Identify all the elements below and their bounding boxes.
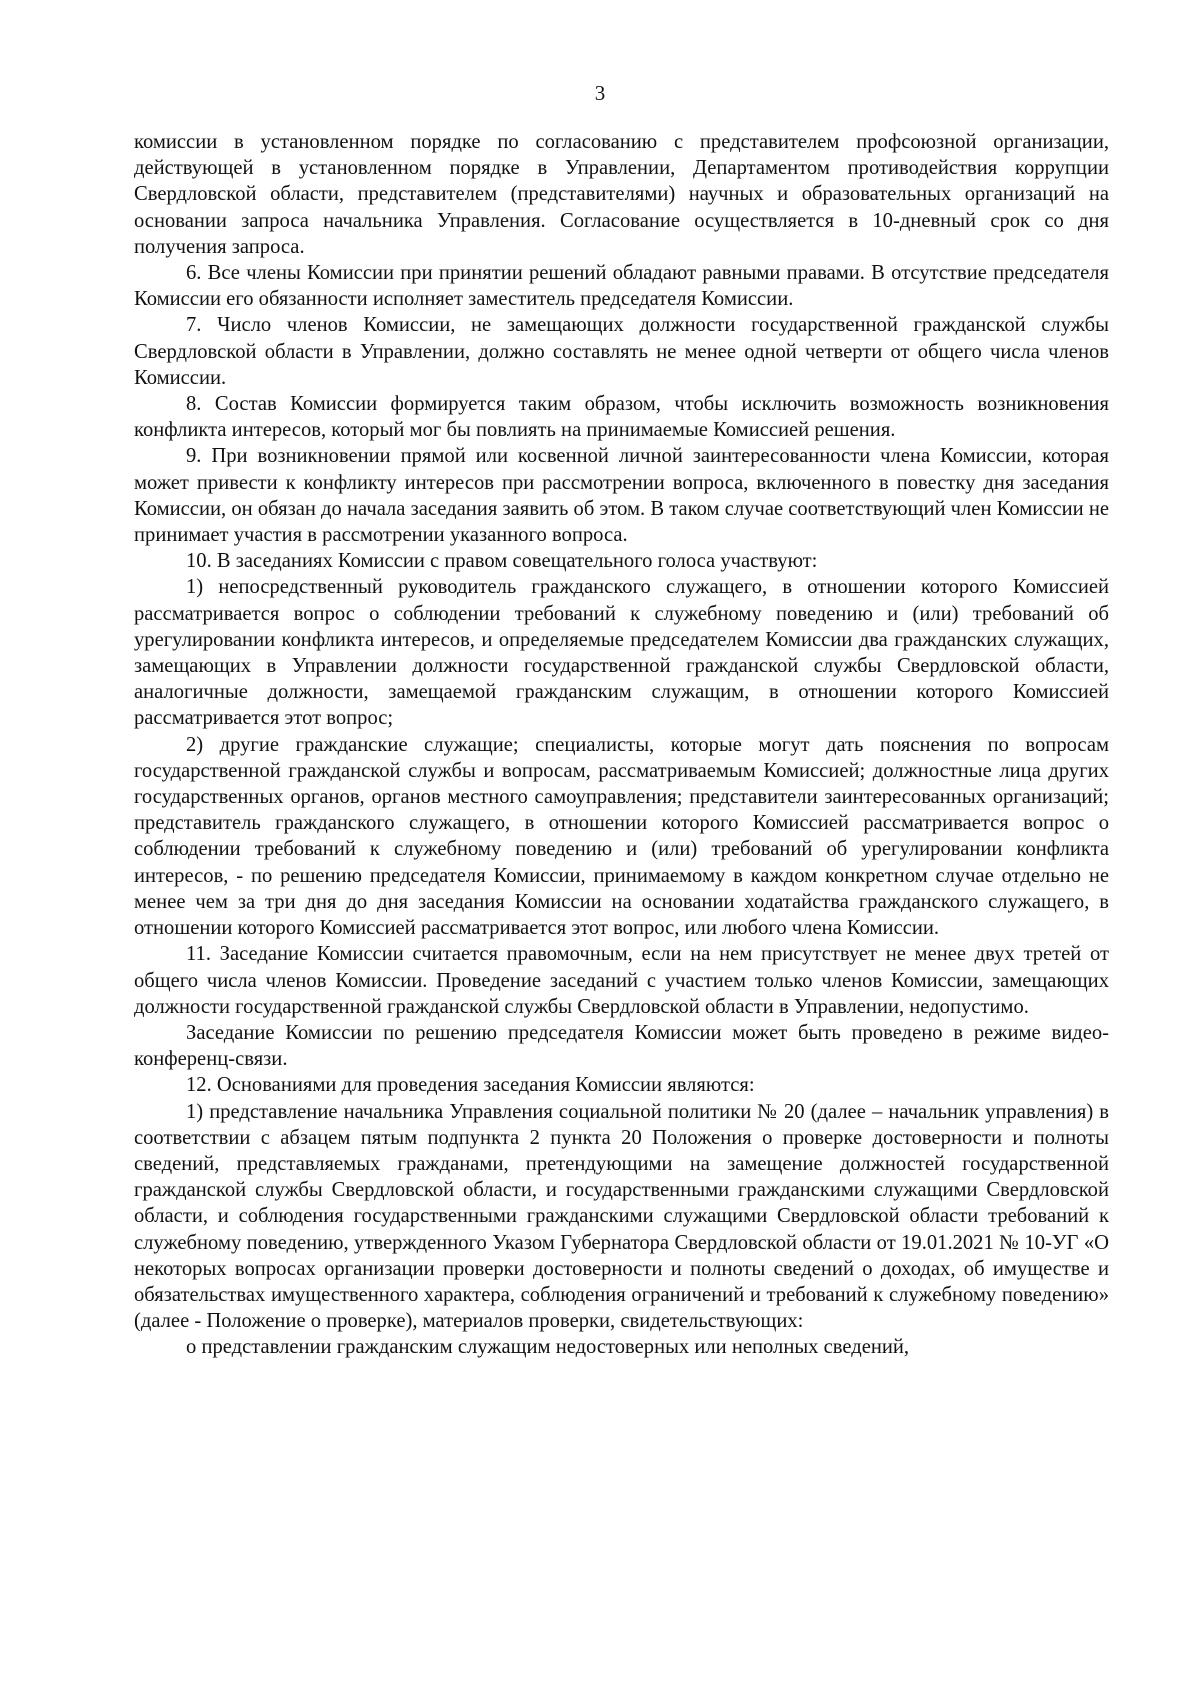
paragraph-item-7: 7. Число членов Комиссии, не замещающих должности государственной гражданской службы Свердловской области в Управлении, должно составлять не менее одной четверти от общего числа членов Комиссии. <box>134 314 1109 389</box>
paragraph-commission-composition-continued: комиссии в установленном порядке по согласованию с представителем профсоюзной организации, действующей в установленном порядке в Управлении, Департаментом противодействия коррупции Свердловской области, представителем (представителями) научных и образовательных организаций на основании запроса начальника Управления. Согласование осуществляется в 10-дневный срок со дня получения запроса. <box>134 131 1109 258</box>
paragraph-item-6: 6. Все члены Комиссии при принятии решений обладают равными правами. В отсутствие председателя Комиссии его обязанности исполняет заместитель председателя Комиссии. <box>134 262 1109 311</box>
paragraph-video-conference: Заседание Комиссии по решению председателя Комиссии может быть проведено в режиме видео-конференц-связи. <box>134 1021 1109 1071</box>
paragraph-item-11: 11. Заседание Комиссии считается правомочным, если на нем присутствует не менее двух третей от общего числа членов Комиссии. Проведение заседаний с участием только членов Комиссии, замещающих должности государственной гражданской службы Свердловской области в Управлении, недопустимо. <box>134 943 1109 1018</box>
paragraph-item-12: 12. Основаниями для проведения заседания Комиссии являются: <box>186 1074 755 1097</box>
paragraph-item-10-sub-1: 1) непосредственный руководитель гражданского служащего, в отношении которого Комиссией рассматривается вопрос о соблюдении требований к служебному поведению и (или) требований об урегулировании конфликта интересов, и определяемые председателем Комиссии два гражданских служащих, замещающих в Управлении должности государственной гражданской службы Свердловской области, аналогичные должности, замещаемой гражданским служащим, в отношении которого Комиссией рассматривается этот вопрос; <box>134 576 1109 730</box>
document-body <box>134 129 1109 1361</box>
paragraph-item-9: 9. При возникновении прямой или косвенной личной заинтересованности члена Комиссии, которая может привести к конфликту интересов при рассмотрении вопроса, включенного в повестку дня заседания Комиссии, он обязан до начала заседания заявить об этом. В таком случае соответствующий член Комиссии не принимает участия в рассмотрении указанного вопроса. <box>134 445 1109 547</box>
paragraph-item-12-sub-1: 1) представление начальника Управления социальной политики № 20 (далее – начальник управления) в соответствии с абзацем пятым подпункта 2 пункта 20 Положения о проверке достоверности и полноты сведений, представляемых гражданами, претендующими на замещение должностей государственной гражданской службы Свердловской области, и государственными гражданскими служащими Свердловской области, и соблюдения государственными гражданскими служащими Свердловской области требований к служебному поведению, утвержденного Указом Губернатора Свердловской области от 19.01.2021 № 10-УГ «О некоторых вопросах организации проверки достоверности и полноты сведений о доходах, об имуществе и обязательствах имущественного характера, соблюдения ограничений и требований к служебному поведению» (далее - Положение о проверке), материалов проверки, свидетельствующих: <box>134 1100 1109 1333</box>
paragraph-item-10-sub-2: 2) другие гражданские служащие; специалисты, которые могут дать пояснения по вопросам государственной гражданской службы и вопросам, рассматриваемым Комиссией; должностные лица других государственных органов, органов местного самоуправления; представители заинтересованных организаций; представитель гражданского служащего, в отношении которого Комиссией рассматривается вопрос о соблюдении требований к служебному поведению и (или) требований об урегулировании конфликта интересов, - по решению председателя Комиссии, принимаемому в каждом конкретном случае отдельно не менее чем за три дня до дня заседания Комиссии на основании ходатайства гражданского служащего, в отношении которого Комиссией рассматривается этот вопрос, или любого члена Комиссии. <box>134 733 1109 940</box>
paragraph-item-8: 8. Состав Комиссии формируется таким образом, чтобы исключить возможность возникновения конфликта интересов, который мог бы повлиять на принимаемые Комиссией решения. <box>134 393 1109 442</box>
page-number: 3 <box>594 81 606 105</box>
paragraph-item-10: 10. В заседаниях Комиссии с правом совещательного голоса участвуют: <box>186 550 818 573</box>
paragraph-item-12-sub-1-first-ground: о представлении гражданским служащим недостоверных или неполных сведений, <box>186 1336 910 1359</box>
